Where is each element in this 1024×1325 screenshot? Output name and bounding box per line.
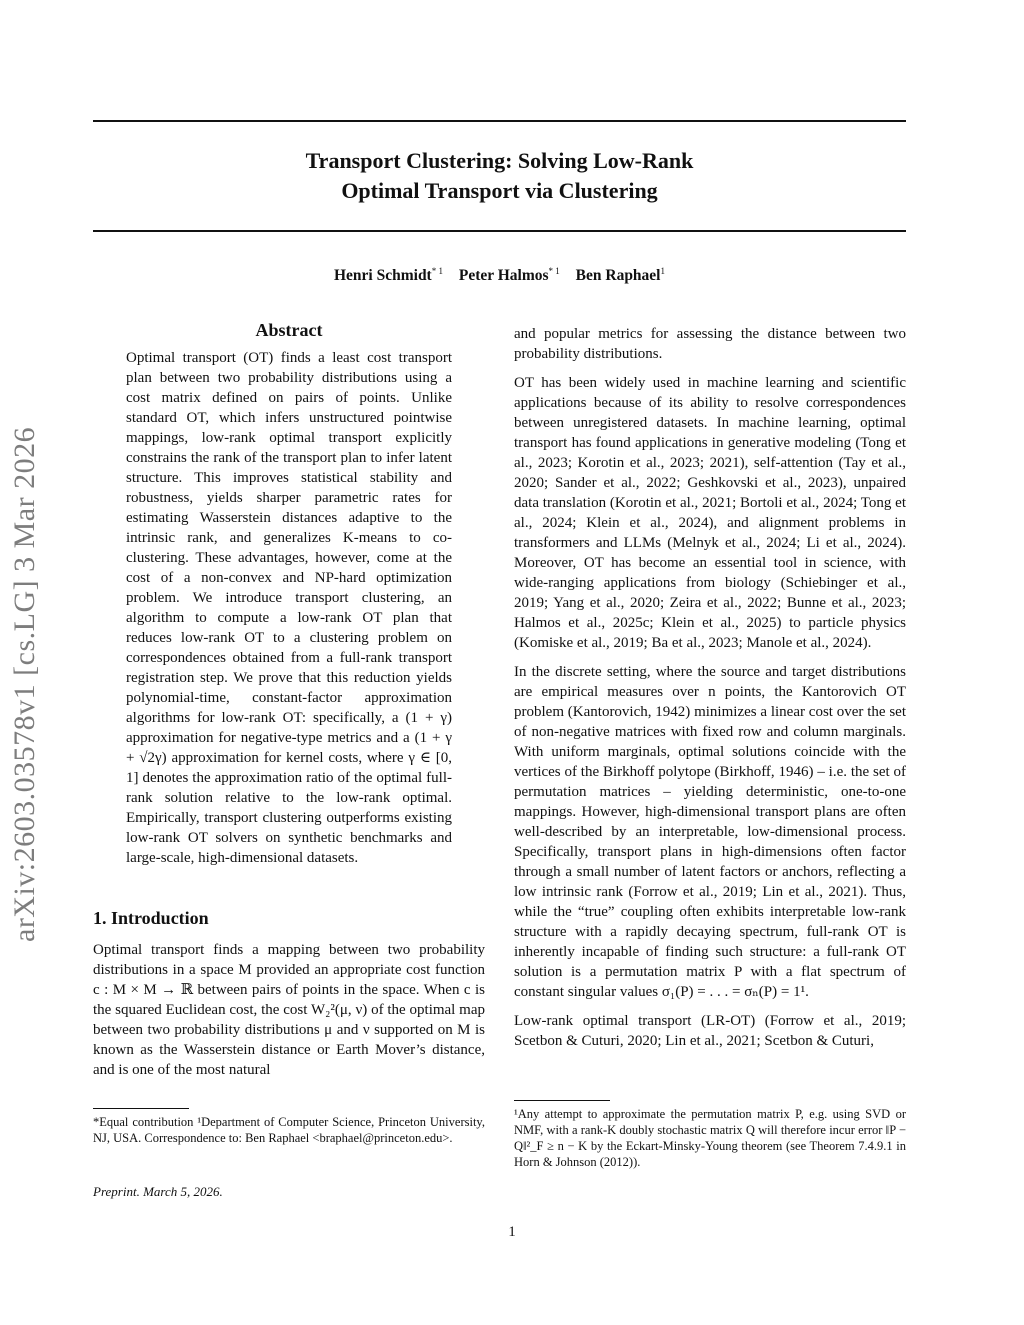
left-column	[93, 320, 485, 1080]
page-number: 1	[508, 1224, 516, 1240]
arxiv-identifier-stamp: arXiv:2603.03578v1 [cs.LG] 3 Mar 2026	[8, 426, 41, 942]
intro-paragraph-continued: and popular metrics for assessing the distance between two probability distributions.	[514, 326, 906, 362]
title-bottom-rule	[93, 230, 906, 232]
preprint-note: Preprint. March 5, 2026.	[93, 1184, 223, 1199]
author-2: Peter Halmos$^{* 1}$	[458, 266, 560, 285]
title-line-2: Optimal Transport via Clustering	[341, 178, 658, 203]
footnote-divider	[93, 1108, 189, 1109]
author-3: Ben Raphael$^1$	[575, 266, 665, 285]
intro-paragraph-3: In the discrete setting, where the source and target distributions are empirical measures over n points, the Kantorovich OT problem (Kantorovich, 1942) minimizes a linear cost over the set of non-negative matrices with fixed row and column marginals. With uniform marginals, optimal solutions coincide with the vertices of the Birkhoff polytope (Birkhoff, 1946) – i.e. the set of permutation matrices – yielding deterministic, one-to-one mappings. However, high-dimensional transport plans are often well-described by an interpretable, low-dimensional process. Specifically, transport plans in high-dimensions often factor through a small number of latent factors or anchors, reflecting a low intrinsic rank (Forrow et al., 2019; Lin et al., 2021). Thus, while the “true” coupling often exhibits interpretable low-rank structure with a rapidly decaying spectrum, full-rank OT is inherently incapable of finding such structure: a full-rank OT solution is a permutation matrix P with a flat spectrum of constant singular values σ₁(P) = . . . = σₙ(P) = 1¹.	[514, 664, 906, 1000]
abstract-body: Optimal transport (OT) finds a least cost transport plan between two probability distributions using a cost matrix defined on pairs of points. Unlike standard OT, which infers unstructured pointwise mappings, low-rank optimal transport explicitly constrains the rank of the transport plan to infer latent structure. This improves statistical stability and robustness, yields sharper parametric rates for estimating Wasserstein distances adaptive to the intrinsic rank, and generalizes K-means to co-clustering. These advantages, however, come at the cost of a non-convex and NP-hard optimization problem. We introduce transport clustering, an algorithm to compute a low-rank OT plan that reduces low-rank OT to a clustering problem on correspondences obtained from a full-rank transport registration step. We prove that this reduction yields polynomial-time, constant-factor approximation algorithms for low-rank OT: specifically, a (1 + γ) approximation for negative-type metrics and a (1 + γ + √2γ) approximation for kernel costs, where γ ∈ [0, 1] denotes the approximation ratio of the optimal full-rank solution relative to the low-rank optimal. Empirically, transport clustering outperforms existing low-rank OT solvers on synthetic benchmarks and large-scale, high-dimensional datasets.	[126, 350, 452, 866]
title-line-1: Transport Clustering: Solving Low-Rank	[305, 148, 694, 173]
intro-paragraph-4: Low-rank optimal transport (LR-OT) (Forrow et al., 2019; Scetbon & Cuturi, 2020; Lin et al., 2021; Scetbon & Cuturi,	[514, 1013, 906, 1049]
right-column	[514, 324, 906, 1051]
author-1: Henri Schmidt$^{* 1}$	[333, 266, 443, 285]
footnote-divider	[514, 1100, 610, 1101]
author-list	[93, 266, 906, 285]
intro-paragraph-1: Optimal transport finds a mapping between two probability distributions in a space M provided an appropriate cost function c : M × M → ℝ between pairs of points in the space. When c is the squared Euclidean cost, the cost W₂²(μ, ν) of the optimal map between two probability distributions μ and ν supported on M is known as the Wasserstein distance or Earth Mover’s distance, and is one of the most natural	[93, 942, 485, 1078]
footnote-1: ¹Any attempt to approximate the permutation matrix P, e.g. using SVD or NMF, with a rank-K doubly stochastic matrix Q will therefore incur error ‖P − Q‖²_F ≥ n − K by the Eckart-Minsky-Young theorem (see Theorem 7.4.9.1 in Horn & Johnson (2012)).	[514, 1107, 906, 1169]
abstract-heading: Abstract	[255, 320, 323, 340]
title-top-rule	[93, 120, 906, 122]
introduction-heading: 1. Introduction	[93, 908, 209, 928]
intro-paragraph-2: OT has been widely used in machine learning and scientific applications because of its ability to resolve correspondences between unregistered datasets. In machine learning, optimal transport has found applications in generative modeling (Tong et al., 2023; Korotin et al., 2023; 2021), self-attention (Tay et al., 2020; Sander et al., 2022; Geshkovski et al., 2023), unpaired data translation (Korotin et al., 2021; Bortoli et al., 2024; Tong et al., 2024; Klein et al., 2024), and alignment problems in transformers and LLMs (Melnyk et al., 2024; Li et al., 2024). Moreover, OT has become an essential tool in science, with wide-ranging applications from biology (Schiebinger et al., 2019; Yang et al., 2020; Zeira et al., 2022; Bunne et al., 2023; Halmos et al., 2025c; Klein et al., 2025) to particle physics (Komiske et al., 2019; Ba et al., 2023; Manole et al., 2024).	[514, 375, 906, 651]
left-footnotes	[93, 1108, 485, 1146]
right-footnotes	[514, 1100, 906, 1170]
paper-title	[93, 146, 906, 206]
affiliation-footnote: *Equal contribution ¹Department of Computer Science, Princeton University, NJ, USA. Correspondence to: Ben Raphael <braphael@princeton.edu>.	[93, 1115, 485, 1145]
